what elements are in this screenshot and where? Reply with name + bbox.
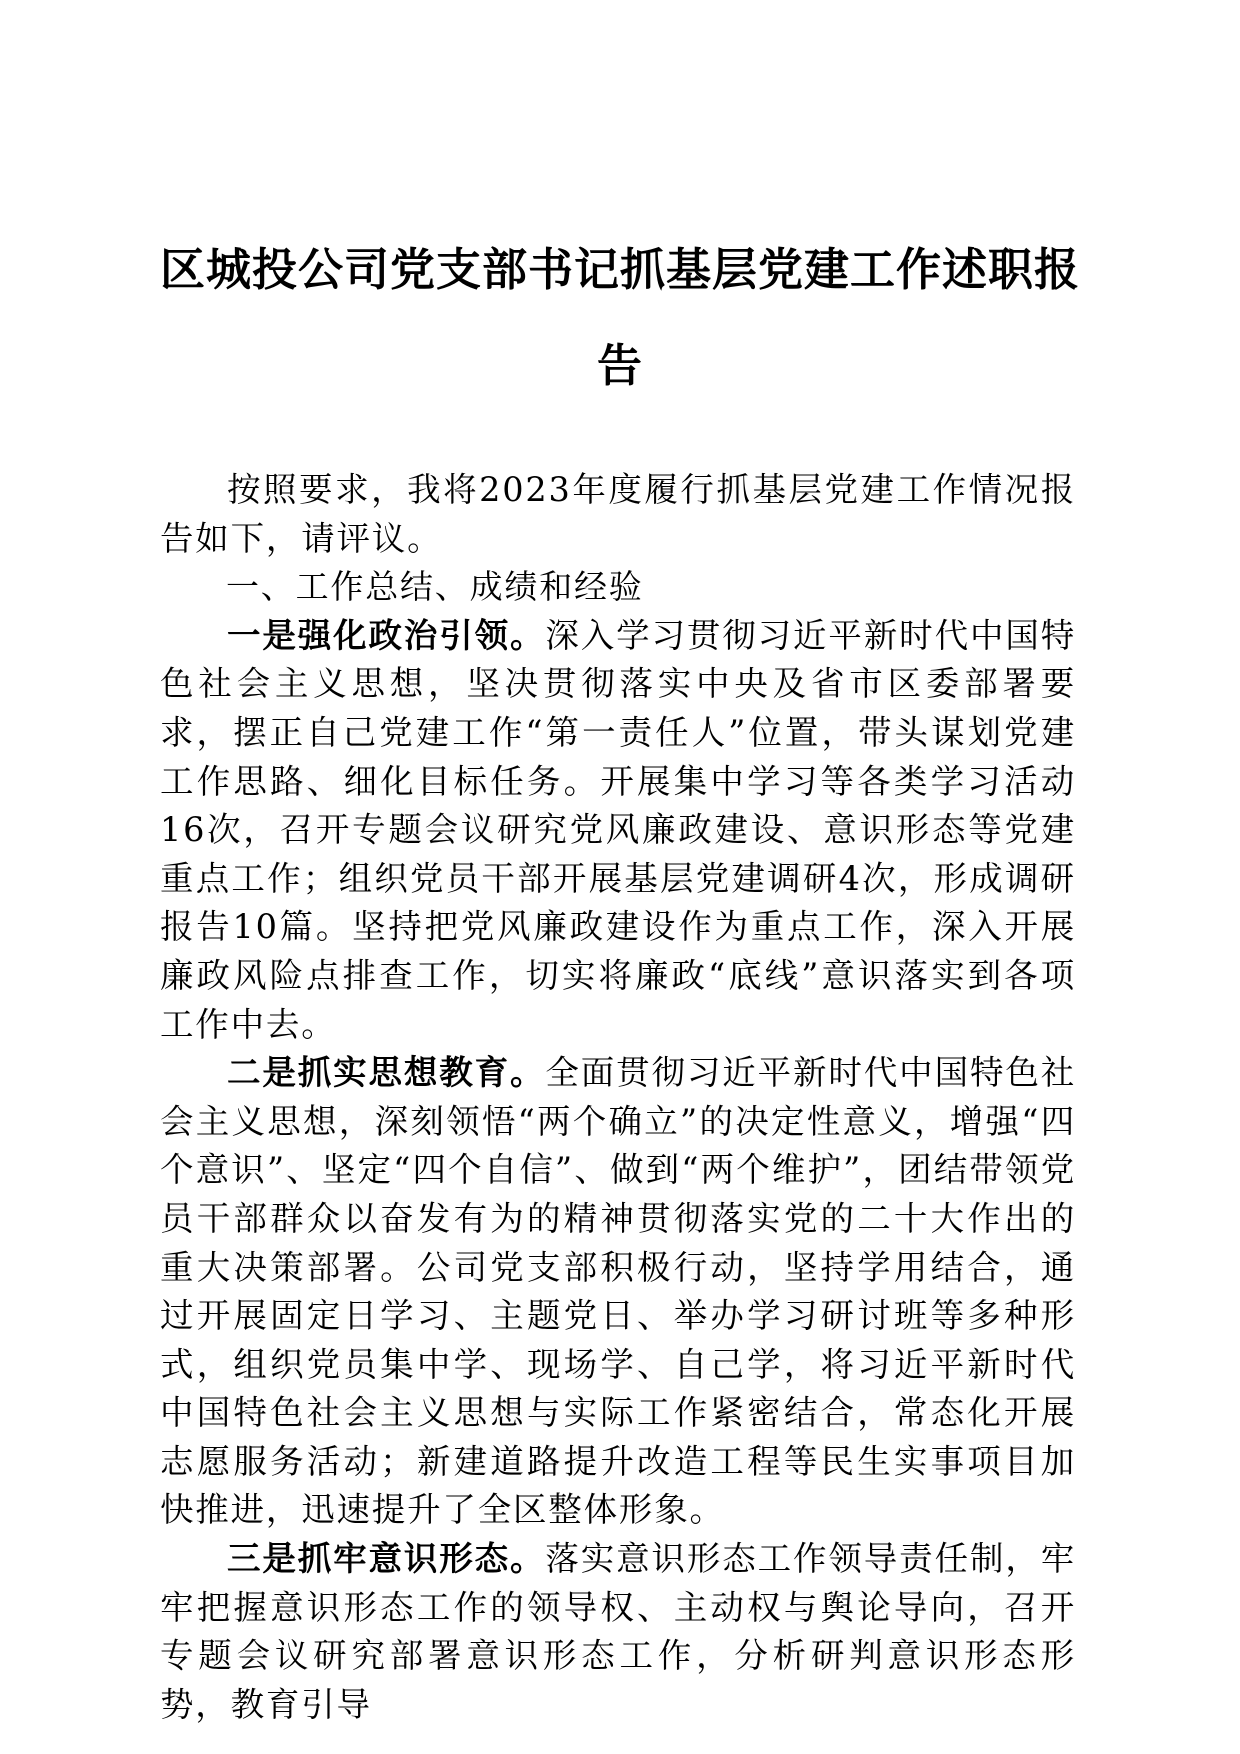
paragraph-text: 全面贯彻习近平新时代中国特色社会主义思想，深刻领悟“两个确立”的决定性意义，增强“四个意识”、坚定“四个自信”、做到“两个维护”，团结带领党员干部群众以奋发有为的精神贯彻落实党的二十大作出的重大决策部署。公司党支部积极行动，坚持学用结合，通过开展固定日学习、主题党日、举办学习研讨班等多种形式，组织党员集中学、现场学、自己学，将习近平新时代中国特色社会主义思想与实际工作紧密结合，常态化开展志愿服务活动；新建道路提升改造工程等民生实事项目加快推进，迅速提升了全区整体形象。 — [160, 1053, 1076, 1530]
paragraph-text: 落实意识形态工作领导责任制，牢牢把握意识形态工作的领导权、主动权与舆论导向，召开专题会议研究部署意识形态工作，分析研判意识形态形势，教育引导 — [160, 1539, 1076, 1724]
paragraph-political-leadership — [160, 612, 1076, 1049]
paragraph-lead: 一是强化政治引领。 — [227, 615, 546, 655]
paragraph-ideology-work — [160, 1535, 1076, 1729]
paragraph-lead: 二是抓实思想教育。 — [227, 1053, 546, 1093]
intro-paragraph: 按照要求，我将2023年度履行抓基层党建工作情况报告如下，请评议。 — [160, 470, 1076, 558]
section-heading: 一、工作总结、成绩和经验 — [226, 567, 644, 607]
paragraph-lead: 三是抓牢意识形态。 — [227, 1539, 546, 1579]
paragraph-text: 深入学习贯彻习近平新时代中国特色社会主义思想，坚决贯彻落实中央及省市区委部署要求，摆正自己党建工作“第一责任人”位置，带头谋划党建工作思路、细化目标任务。开展集中学习等各类学习活动16次，召开专题会议研究党风廉政建设、意识形态等党建重点工作；组织党员干部开展基层党建调研4次，形成调研报告10篇。坚持把党风廉政建设作为重点工作，深入开展廉政风险点排查工作，切实将廉政“底线”意识落实到各项工作中去。 — [160, 615, 1076, 1044]
paragraph-ideological-education — [160, 1049, 1076, 1535]
document-title: 区城投公司党支部书记抓基层党建工作述职报告 — [159, 243, 1080, 392]
document-body — [160, 466, 1076, 1729]
